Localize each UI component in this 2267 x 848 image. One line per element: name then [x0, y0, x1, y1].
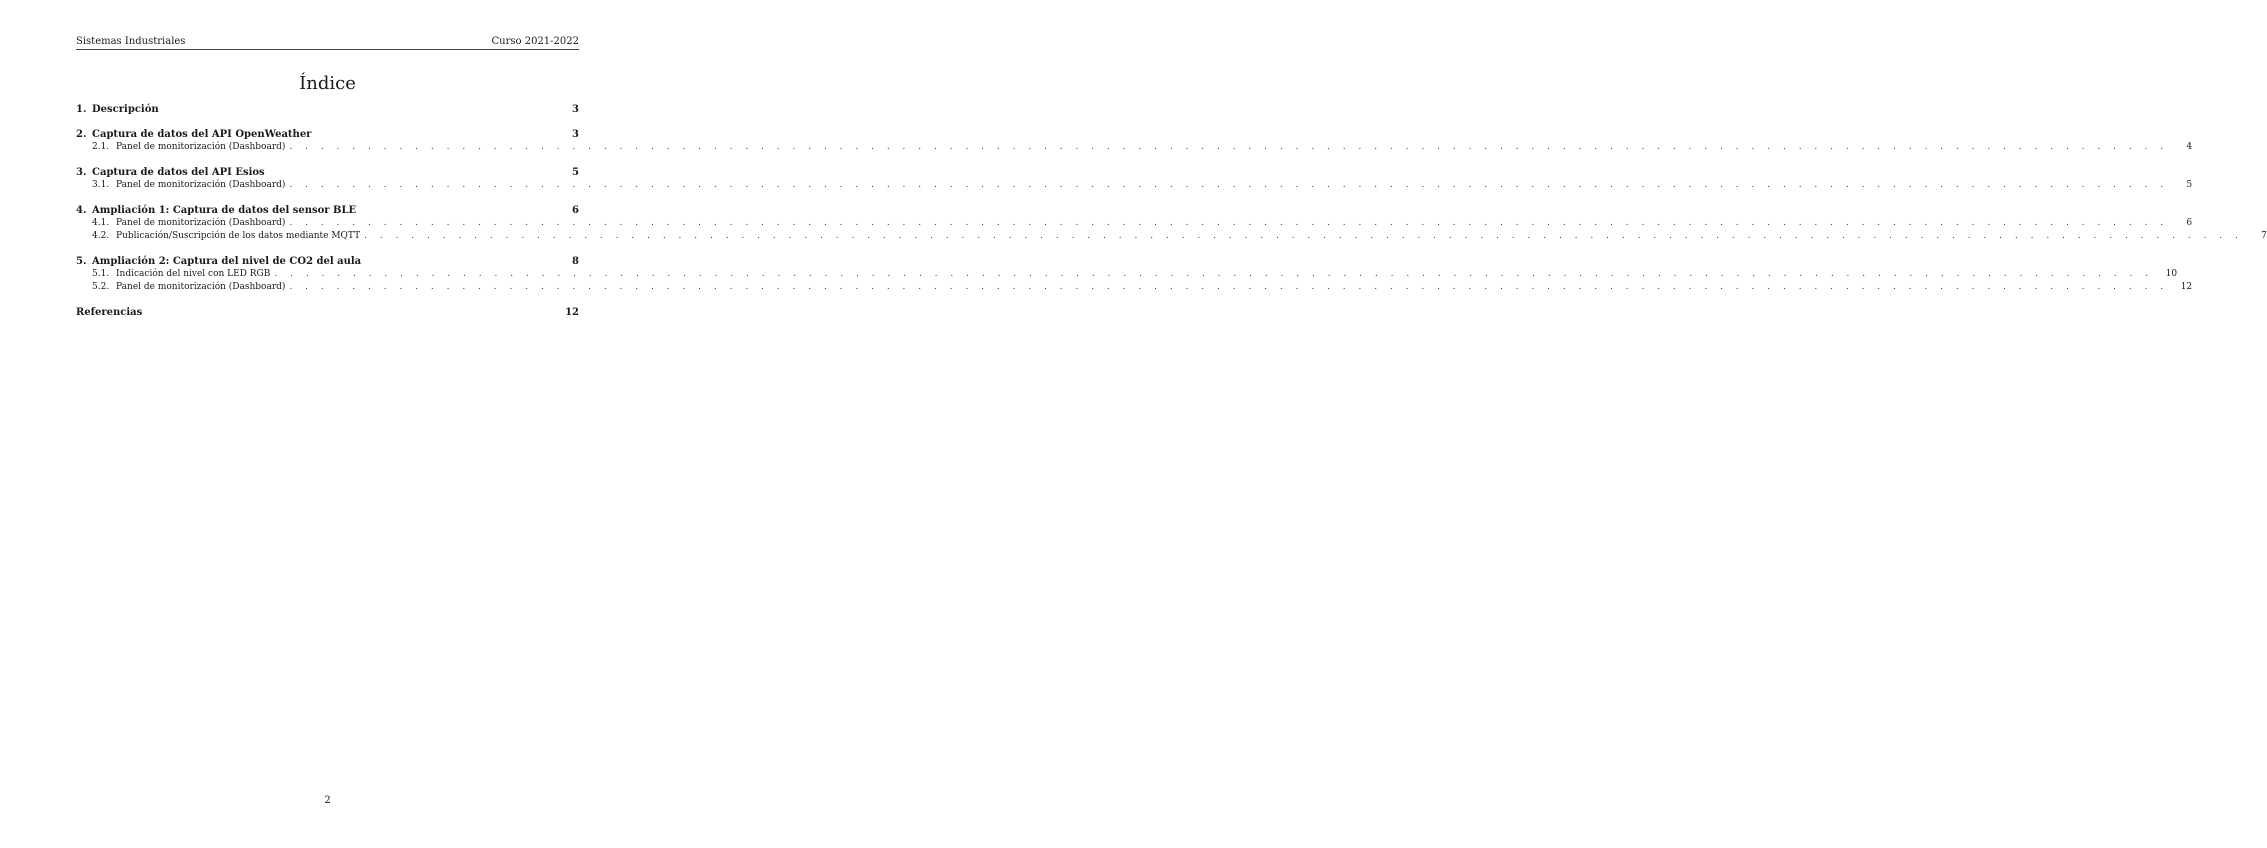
toc-subsection-page: 10 — [2165, 269, 2178, 279]
toc-subsection-number: 5.1. — [92, 269, 110, 279]
toc-section-page: 3 — [572, 129, 579, 140]
header-academic-year: Curso 2021-2022 — [491, 36, 579, 47]
toc-section-number: 4. — [76, 205, 87, 216]
toc-section-title: Descripción — [92, 104, 159, 115]
toc-section-page: 5 — [572, 167, 579, 178]
page-number: 2 — [324, 795, 331, 806]
toc-subsection-entry[interactable] — [76, 141, 2193, 154]
toc-subsection-page: 6 — [2186, 218, 2193, 228]
page-header — [76, 35, 579, 49]
toc-section-title: Ampliación 1: Captura de datos del sensor BLE — [92, 205, 357, 216]
toc-section-title: Referencias — [76, 307, 143, 318]
toc-subsection-title: Panel de monitorización (Dashboard) — [116, 282, 286, 292]
toc-section-number: 5. — [76, 256, 87, 267]
toc-subsection-title: Panel de monitorización (Dashboard) — [116, 142, 286, 152]
toc-section-entry[interactable] — [76, 255, 579, 268]
toc-section-number: 2. — [76, 129, 87, 140]
toc-subsection-entry[interactable] — [76, 230, 2267, 243]
toc-subsection-entry[interactable] — [76, 268, 2178, 281]
toc-section-entry[interactable] — [76, 128, 579, 141]
toc-section — [76, 204, 2267, 243]
toc-title: Índice — [299, 73, 356, 94]
toc-subsection-page: 12 — [2180, 282, 2193, 292]
toc-subsection-number: 4.2. — [92, 231, 110, 241]
toc-section-entry[interactable] — [76, 204, 579, 217]
toc-section-entry[interactable] — [76, 103, 579, 116]
toc-section-page: 6 — [572, 205, 579, 216]
toc-section — [76, 255, 2193, 294]
toc-section-title: Captura de datos del API Esios — [92, 167, 265, 178]
toc-section-number: 1. — [76, 104, 87, 115]
toc-section-page: 3 — [572, 104, 579, 115]
table-of-contents — [76, 103, 2267, 331]
toc-section-title: Ampliación 2: Captura del nivel de CO2 del aula — [92, 256, 362, 267]
toc-subsection-entry[interactable] — [76, 179, 2193, 192]
toc-section-page: 12 — [565, 307, 579, 318]
toc-section-page: 8 — [572, 256, 579, 267]
toc-subsection-number: 3.1. — [92, 180, 110, 190]
toc-dot-leader: . . . . . . . . . . . . . . . . . . . . . . . . . . . . . . . . . . . . . . . . . . . . . . . . . . . . . . . . . . . . . . . . . . . . . . . . . . . . . . . . . . . . . . . . . . . . . . . . . . . . . . . . . . . . . . . . . . . . . . . . — [289, 282, 2169, 292]
toc-subsection-number: 4.1. — [92, 218, 110, 228]
toc-subsection-page: 4 — [2186, 142, 2193, 152]
toc-section — [76, 103, 579, 116]
toc-dot-leader: . . . . . . . . . . . . . . . . . . . . . . . . . . . . . . . . . . . . . . . . . . . . . . . . . . . . . . . . . . . . . . . . . . . . . . . . . . . . . . . . . . . . . . . . . . . . . . . . . . . . . . . . . . . . . . . . . . . . . . . . — [364, 231, 2243, 241]
toc-section-entry[interactable] — [76, 166, 579, 179]
toc-section — [76, 128, 2193, 154]
toc-section-number: 3. — [76, 167, 87, 178]
header-rule — [76, 49, 579, 50]
toc-subsection-entry[interactable] — [76, 217, 2193, 230]
toc-dot-leader: . . . . . . . . . . . . . . . . . . . . . . . . . . . . . . . . . . . . . . . . . . . . . . . . . . . . . . . . . . . . . . . . . . . . . . . . . . . . . . . . . . . . . . . . . . . . . . . . . . . . . . . . . . . . . . . . . . . . . . . . — [289, 180, 2169, 190]
toc-section — [76, 306, 579, 319]
toc-subsection-title: Panel de monitorización (Dashboard) — [116, 180, 286, 190]
toc-subsection-number: 2.1. — [92, 142, 110, 152]
toc-dot-leader: . . . . . . . . . . . . . . . . . . . . . . . . . . . . . . . . . . . . . . . . . . . . . . . . . . . . . . . . . . . . . . . . . . . . . . . . . . . . . . . . . . . . . . . . . . . . . . . . . . . . . . . . . . . . . . . . . . . . . . . . — [289, 218, 2169, 228]
toc-section-title: Captura de datos del API OpenWeather — [92, 129, 312, 140]
toc-section-entry[interactable] — [76, 306, 579, 319]
toc-subsection-title: Panel de monitorización (Dashboard) — [116, 218, 286, 228]
toc-subsection-title: Publicación/Suscripción de los datos mediante MQTT — [116, 231, 361, 241]
toc-subsection-title: Indicación del nivel con LED RGB — [116, 269, 271, 279]
toc-dot-leader: . . . . . . . . . . . . . . . . . . . . . . . . . . . . . . . . . . . . . . . . . . . . . . . . . . . . . . . . . . . . . . . . . . . . . . . . . . . . . . . . . . . . . . . . . . . . . . . . . . . . . . . . . . . . . . . . . . . . . . . . — [289, 142, 2169, 152]
header-course-name: Sistemas Industriales — [76, 36, 186, 47]
toc-subsection-page: 5 — [2186, 180, 2193, 190]
toc-section — [76, 166, 2193, 192]
toc-dot-leader: . . . . . . . . . . . . . . . . . . . . . . . . . . . . . . . . . . . . . . . . . . . . . . . . . . . . . . . . . . . . . . . . . . . . . . . . . . . . . . . . . . . . . . . . . . . . . . . . . . . . . . . . . . . . . . . . . . . . . . . . — [274, 269, 2154, 279]
toc-subsection-page: 7 — [2261, 231, 2267, 241]
toc-subsection-entry[interactable] — [76, 281, 2193, 294]
toc-subsection-number: 5.2. — [92, 282, 110, 292]
